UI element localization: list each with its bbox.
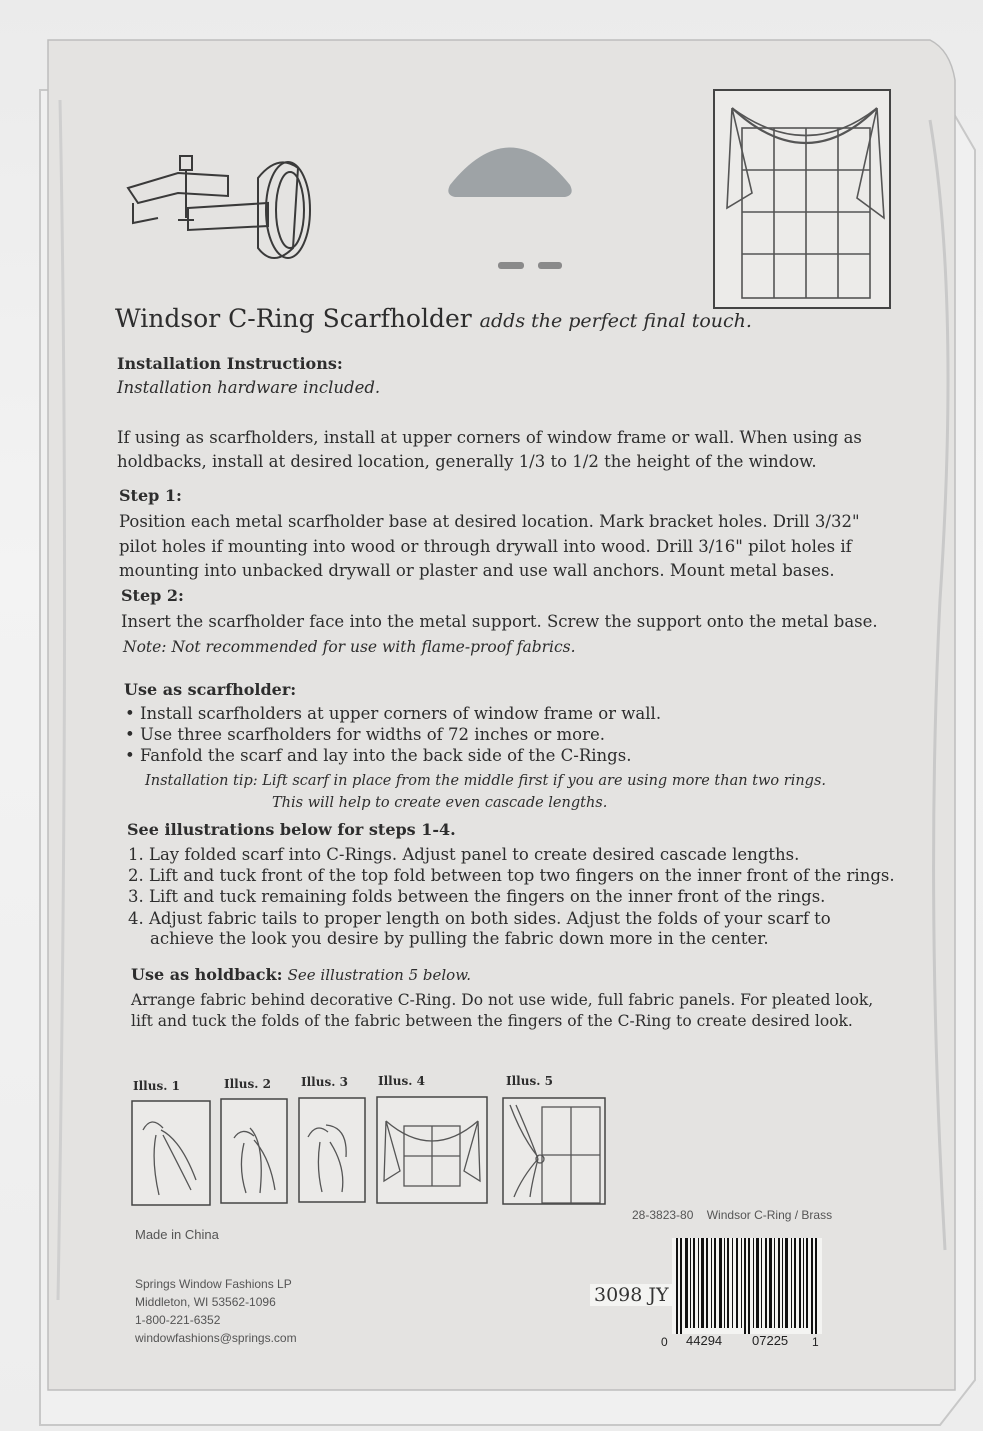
company-email: windowfashions@springs.com: [135, 1331, 297, 1345]
barcode-right-digit: 1: [812, 1335, 819, 1349]
illus-label-2: Illus. 2: [224, 1077, 271, 1091]
holdback-line-2: lift and tuck the folds of the fabric between the fingers of the C-Ring to create desired look.: [131, 1012, 853, 1030]
illus-label-1: Illus. 1: [133, 1079, 180, 1093]
installation-tip-2: This will help to create even cascade lengths.: [272, 795, 608, 811]
step2-line: Insert the scarfholder face into the metal support. Screw the support onto the metal base.: [121, 612, 878, 631]
steps14-item-4: 4. Adjust fabric tails to proper length on both sides. Adjust the folds of your scarf to: [128, 909, 831, 928]
holdback-heading: Use as holdback:: [131, 965, 283, 984]
scarfholder-bullet-2: • Use three scarfholders for widths of 72 inches or more.: [125, 725, 606, 744]
company-address: Middleton, WI 53562-1096: [135, 1295, 276, 1309]
illustration-4: [376, 1096, 488, 1204]
step2-heading: Step 2:: [121, 586, 184, 605]
illus-label-4: Illus. 4: [378, 1074, 425, 1088]
barcode-left-digit: 0: [661, 1335, 668, 1349]
step1-line-3: mounting into unbacked drywall or plaster and use wall anchors. Mount metal bases.: [119, 561, 835, 580]
hardware-note: Installation hardware included.: [117, 378, 381, 397]
barcode: [672, 1238, 822, 1334]
intro-line-2: holdbacks, install at desired location, generally 1/3 to 1/2 the height of the window.: [117, 452, 817, 471]
installation-tip-1: Installation tip: Lift scarf in place from the middle first if you are using more than two rings.: [145, 773, 826, 789]
holdback-heading-note: See illustration 5 below.: [287, 966, 472, 984]
steps14-item-4-cont: achieve the look you desire by pulling the fabric down more in the center.: [150, 929, 769, 948]
product-tagline: adds the perfect final touch.: [479, 310, 752, 332]
company-phone: 1-800-221-6352: [135, 1313, 221, 1327]
barcode-group-1: 44294: [686, 1333, 723, 1348]
hardware-illustration: [118, 148, 338, 273]
price-code: 3098 JY: [590, 1284, 673, 1306]
illustration-3: [298, 1097, 366, 1203]
illustration-1: [131, 1100, 211, 1206]
steps14-item-3: 3. Lift and tuck remaining folds between the fingers on the inner front of the rings.: [128, 887, 826, 906]
made-in: Made in China: [135, 1227, 219, 1242]
product-variant: Windsor C-Ring / Brass: [706, 1208, 833, 1222]
step1-line-1: Position each metal scarfholder base at desired location. Mark bracket holes. Drill 3/32": [119, 512, 860, 531]
holdback-line-1: Arrange fabric behind decorative C-Ring. Do not use wide, full fabric panels. For pleated look,: [131, 991, 874, 1009]
company-name: Springs Window Fashions LP: [135, 1277, 292, 1291]
window-swag-illustration: [712, 88, 892, 310]
steps14-item-1: 1. Lay folded scarf into C-Rings. Adjust panel to create desired cascade lengths.: [128, 845, 800, 864]
product-title: Windsor C-Ring Scarfholder: [115, 304, 472, 333]
illus-label-3: Illus. 3: [301, 1075, 348, 1089]
steps14-heading: See illustrations below for steps 1-4.: [127, 820, 456, 839]
step1-heading: Step 1:: [119, 486, 182, 505]
illus-label-5: Illus. 5: [506, 1074, 553, 1088]
scarfholder-bullet-3: • Fanfold the scarf and lay into the back side of the C-Rings.: [125, 746, 632, 765]
intro-line-1: If using as scarfholders, install at upper corners of window frame or wall. When using as: [117, 428, 862, 447]
sku: 28-3823-80: [632, 1208, 694, 1222]
installation-heading: Installation Instructions:: [117, 354, 343, 373]
barcode-group-2: 07225: [752, 1333, 789, 1348]
scarfholder-bullet-1: • Install scarfholders at upper corners of window frame or wall.: [125, 704, 662, 723]
step1-line-2: pilot holes if mounting into wood or through drywall into wood. Drill 3/16" pilot holes if: [119, 537, 852, 556]
steps14-item-2: 2. Lift and tuck front of the top fold between top two fingers on the inner front of the rings.: [128, 866, 895, 885]
illustration-2: [220, 1098, 288, 1204]
illustration-5: [502, 1097, 606, 1205]
step2-note: Note: Not recommended for use with flame-proof fabrics.: [123, 638, 576, 656]
scarfholder-heading: Use as scarfholder:: [124, 680, 297, 699]
